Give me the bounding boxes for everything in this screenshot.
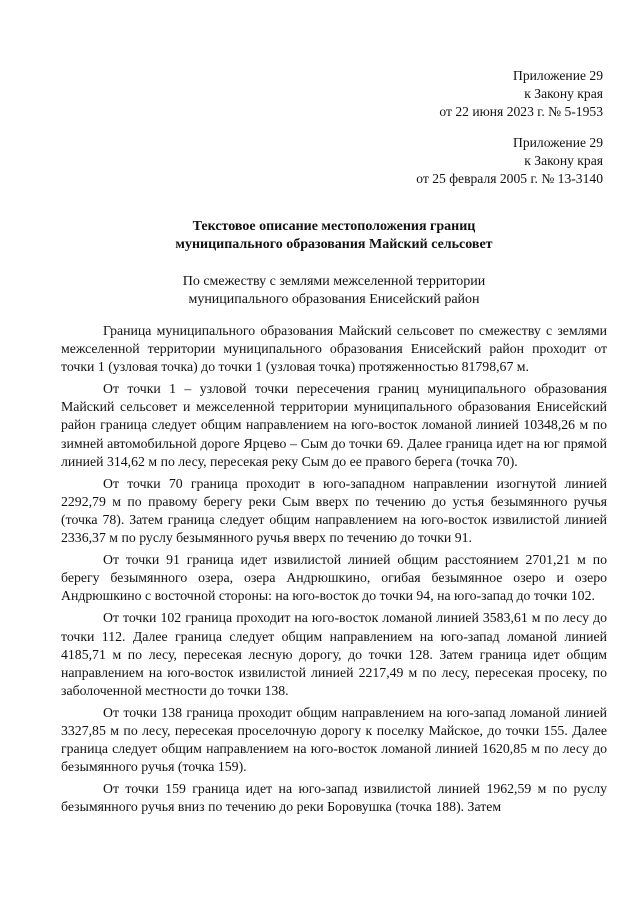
body-paragraph: От точки 1 – узловой точки пересечения границ муниципального образования Майский сельсовет и межселенной территории муниципального образования Енисейский район граница следует общим направлением на юго-восток ломаной линией 10348,26 м по зимней автомобильной дороге Ярцево – Сым до точки 69. Далее граница идет на юг прямой линией 314,62 м по лесу, пересекая реку Сым до ее правого берега (точка 70). <box>61 381 607 469</box>
body-paragraph: От точки 138 граница проходит общим направлением на юго-запад ломаной линией 3327,85 м по лесу, пересекая проселочную дорогу к поселку Майское, до точки 155. Далее граница следует общим направлением на юго-восток ломаной линией 1620,85 м по лесу до безымянного ручья (точка 159). <box>61 704 607 775</box>
document-title-line: муниципального образования Майский сельсовет <box>175 237 493 252</box>
appendix-law-ref: к Закону края <box>524 85 603 101</box>
document-title <box>60 218 608 254</box>
appendix-header-original <box>416 134 603 187</box>
document-title-line: Текстовое описание местоположения границ <box>192 219 476 234</box>
body-paragraph: Граница муниципального образования Майский сельсовет по смежеству с землями межселенной территории муниципального образования Енисейский район проходит от точки 1 (узловая точка) до точки 1 (узловая точка) протяженностью 81798,67 м. <box>61 323 607 375</box>
body-paragraph: От точки 159 граница идет на юго-запад извилистой линией 1962,59 м по руслу безымянного ручья вниз по течению до реки Боровушка (точка 188). Затем <box>61 781 607 815</box>
body-paragraph: От точки 91 граница идет извилистой линией общим расстоянием 2701,21 м по берегу безымянного озера, озера Андрюшкино, огибая безымянное озеро и озеро Андрюшкино с восточной стороны: на юго-восток до точки 94, на юго-запад до точки 102. <box>61 552 607 604</box>
appendix-date: от 25 февраля 2005 г. № 13-3140 <box>416 170 603 186</box>
section-subtitle <box>60 273 608 309</box>
appendix-date: от 22 июня 2023 г. № 5-1953 <box>439 103 603 119</box>
body-paragraph: От точки 70 граница проходит в юго-западном направлении изогнутой линией 2292,79 м по правому берегу реки Сым вверх по течению до устья безымянного ручья (точка 78). Затем граница следует общим направлением на юго-восток извилистой линией 2336,37 м по руслу безымянного ручья вверх по течению до точки 91. <box>61 475 607 546</box>
appendix-number: Приложение 29 <box>513 135 603 150</box>
section-subtitle-line: По смежеству с землями межселенной территории <box>182 274 486 289</box>
appendix-law-ref: к Закону края <box>524 152 603 168</box>
body-paragraph: От точки 102 граница проходит на юго-восток ломаной линией 3583,61 м по лесу до точки 112. Далее граница следует общим направлением на юго-запад ломаной линией 4185,71 м по лесу, пересекая лесную дорогу, до точки 128. Затем граница идет общим направлением на юго-восток извилистой линией 2217,49 м по лесу, пересекая просеку, по заболоченной местности до точки 138. <box>61 610 607 698</box>
appendix-number: Приложение 29 <box>513 68 603 83</box>
appendix-header-current <box>439 67 603 120</box>
document-body <box>61 322 607 820</box>
section-subtitle-line: муниципального образования Енисейский район <box>188 292 480 307</box>
